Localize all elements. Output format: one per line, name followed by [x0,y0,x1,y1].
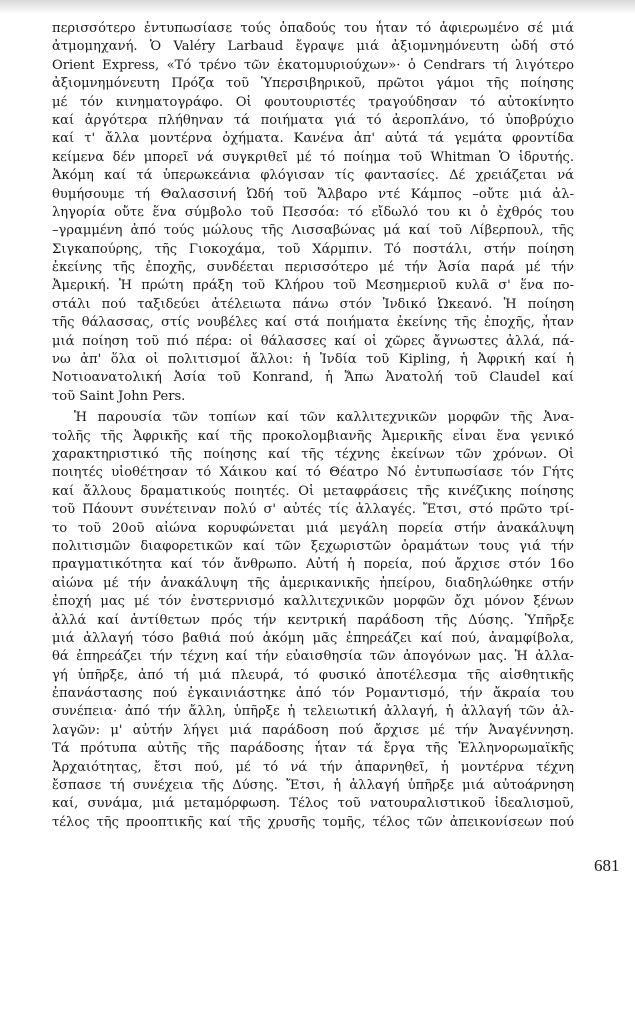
text-line: Ἡ παρουσία τῶν τοπίων καί τῶν καλλιτεχνικῶν μορφῶν τῆς Ἀνα- [74,410,574,426]
text-line: Σιγκαπούρης, τῆς Γιοκοχάμα, τοῦ Χάρμπιν. Τό ποστάλι, στήν ποίηση [52,241,574,257]
text-line: Ἀμερική. Ἡ πρώτη πράξη τοῦ Κλήρου τοῦ Μεσημεριοῦ κυλᾶ σ' ἕνα πο- [52,278,574,294]
text-line: συνέπεια· ἀπό τήν ἄλλη, ὑπῆρξε ἡ τελειωτική ἀλλαγή, ἡ ἀλλαγή τῶν ἀλ- [52,704,574,720]
text-line: ἐποχή μας μέ τόν ἐνστερνισμό καλλιτεχνικῶν μορφῶν ὄχι μόνον ξένων [52,594,574,610]
text-line: ἀξιομνημόνευτη Πρόζα τοῦ Ὑπερσιβηρικοῦ, πρῶτοι γάμοι τῆς ποίησης [52,76,574,92]
text-line: Orient Express, «Τό τρένο τῶν ἑκατομυριούχων»· ὁ Cendrars τή λιγότερο [52,57,574,73]
body-text [52,20,574,832]
text-line: ἔσπασε τή συνέχεια τῆς Δύσης. Ἔτσι, ἡ ἀλλαγή ὑπῆρξε μιά αὐτοάρνηση [52,778,574,794]
text-line: ληγορία οὔτε ἕνα σύμβολο τοῦ Πεσσόα: τό εἴδωλό του κι ὁ ἐχθρός του [52,204,574,220]
text-line: ἀλλά καί ἀντίθετων πρός τήν κεντρική παράδοση τῆς Δύσης. Ὑπῆρξε [52,612,574,628]
text-line: νω ἀπ' ὅλα οἱ πολιτισμοί ἄλλοι: ἡ Ἰνδία τοῦ Kipling, ἡ Ἀφρική καί ἡ [52,352,574,368]
text-line: τέλος τῆς προοπτικῆς καί τῆς χρυσῆς τομῆς, τέλος τῶν ἀπεικονίσεων πού [52,814,574,830]
text-line: Τά πρότυπα αὐτῆς τῆς παράδοσης ἦταν τά ἔργα τῆς Ἑλληνορωμαϊκῆς [52,741,574,757]
text-line: μέ τόν κινηματογράφο. Οἱ φουτουριστές τραγούδησαν τό αὐτοκίνητο [52,94,574,110]
text-line: –γραμμένη ἀπό τούς μώλους τῆς Λισσαβώνας μά καί τοῦ Λίβερπουλ, τῆς [52,223,574,239]
text-line: τοῦ Saint John Pers. [52,388,186,404]
text-line: πραγματικότητα καί τόν ἄνθρωπο. Αὐτή ἡ πορεία, πού ἄρχισε στόν 16ο [52,557,574,573]
text-line: γή ὑπῆρξε, ἀπό τή μιά πλευρά, τό φυσικό ἀποτέλεσμα τῆς αἰσθητικῆς [52,667,574,683]
text-line: καί ἀργότερα πλήθηναν τά ποιήματα γιά τό ἀεροπλάνο, τό ὑποβρύχιο [52,112,574,128]
text-line: καί, συνάμα, μιά μεταμόρφωση. Τέλος τοῦ νατουραλιστικοῦ ἰδεαλισμοῦ, [52,796,574,812]
text-line: καί τ' ἄλλα μοντέρνα ὀχήματα. Κανένα ἀπ' αὐτά τά γεμάτα φροντίδα [52,131,574,147]
text-line: καί ἄλλους δραματικούς ποιητές. Οἱ μεταφράσεις τῆς κινέζικης ποίησης [52,483,574,499]
text-line: μιά ποίηση τοῦ πιό πέρα: οἱ θάλασσες καί οἱ χῶρες ἄγνωστες ἀλλά, πά- [52,333,574,349]
text-line: λαγῶν: μ' αὐτήν λήγει μιά παράδοση πού ἄρχισε μέ τήν Ἀναγέννηση. [52,722,574,738]
text-line: κείμενα δέν μπορεῖ νά συγκριθεῖ μέ τό ποίημα τοῦ Whitman Ὁ ἱδρυτής. [52,149,574,165]
text-line: Ἀκόμη καί τά ὑπερωκεάνια φλόγισαν τίς φαντασίες. Δέ χρειάζεται νά [52,168,574,184]
text-line: στάλι πού ταξιδεύει ἀτέλειωτα πάνω στόν Ἰνδικό Ὠκεανό. Ἡ ποίηση [52,296,574,312]
text-line: πολιτισμῶν διαφορετικῶν καί τῶν ξεχωριστῶν ὁραμάτων τους γιά τήν [52,538,574,554]
page-number: 681 [594,856,620,875]
text-line: ποιητές υἱοθέτησαν τό Χάικου καί τό Θέατρο Νό ἐντυπωσίασε τόν Γήτς [52,465,574,481]
text-line: αἰώνα μέ τήν ἀνακάλυψη τῆς ἀμερικανικῆς ἠπείρου, διαδηλώθηκε στήν [52,575,574,591]
text-line: ἀτμομηχανή. Ὁ Valéry Larbaud ἔγραψε μιά ἀξιομνημόνευτη ὠδή στό [52,39,574,55]
paragraph-1 [52,20,574,406]
paragraph-2 [52,409,574,832]
text-line: το τοῦ 20οῦ αἰώνα κορυφώνεται μιά μεγάλη πορεία στήν ἀνακάλυψη [52,520,574,536]
text-line: θυμήσουμε τή Θαλασσινή Ὠδή τοῦ Ἄλβαρο ντέ Κάμπος –οὔτε μιά ἀλ- [52,186,574,202]
text-line: τῆς θάλασσας, στίς νουβέλες καί στά ποιήματα ἐκείνης τῆς ἐποχῆς, ἦταν [52,315,574,331]
text-line: θά ἐπηρεάζει τήν τέχνη καί τήν εὐαισθησία τῶν ἀπογόνων μας. Ἡ ἀλλα- [52,649,574,665]
text-line: Νοτιοανατολική Ἀσία τοῦ Konrand, ἡ Ἄπω Ἀνατολή τοῦ Claudel καί [52,370,574,386]
text-line: τοῦ Πάουντ συνέτειναν πολύ σ' αὐτές τίς ἀλλαγές. Ἔτσι, στό πρῶτο τρί- [52,502,574,518]
text-line: τολῆς τῆς Ἀφρικῆς καί τῆς προκολομβιανῆς Ἀμερικῆς εἶναι ἕνα γενικό [52,428,574,444]
text-line: περισσότερο ἐντυπωσίασε τούς ὀπαδούς του ἦταν τό ἀφιερωμένο σέ μιά [52,21,574,36]
text-line: Ἀρχαιότητας, ἔτσι πού, μέ τό νά τήν ἀπαρνηθεῖ, ἡ μοντέρνα τέχνη [52,759,574,775]
text-line: ἐπανάστασης πού ἐγκαινιάστηκε ἀπό τόν Ρομαντισμό, τήν ἄκραία του [52,686,574,702]
text-line: μιά ἀλλαγή τόσο βαθιά πού ἀκόμη μᾶς ἐπηρεάζει καί πού, ἀναμφίβολα, [52,630,574,646]
scan-shadow [0,0,635,14]
text-line: ἐκείνης τῆς ἐποχῆς, συνδέεται περισσότερο μέ τήν Ἀσία παρά μέ τήν [52,260,574,276]
text-line: χαρακτηριστικό τῆς ποίησης καί τῆς τέχνης ἐκείνων τῶν χρόνων. Οἱ [52,446,574,462]
